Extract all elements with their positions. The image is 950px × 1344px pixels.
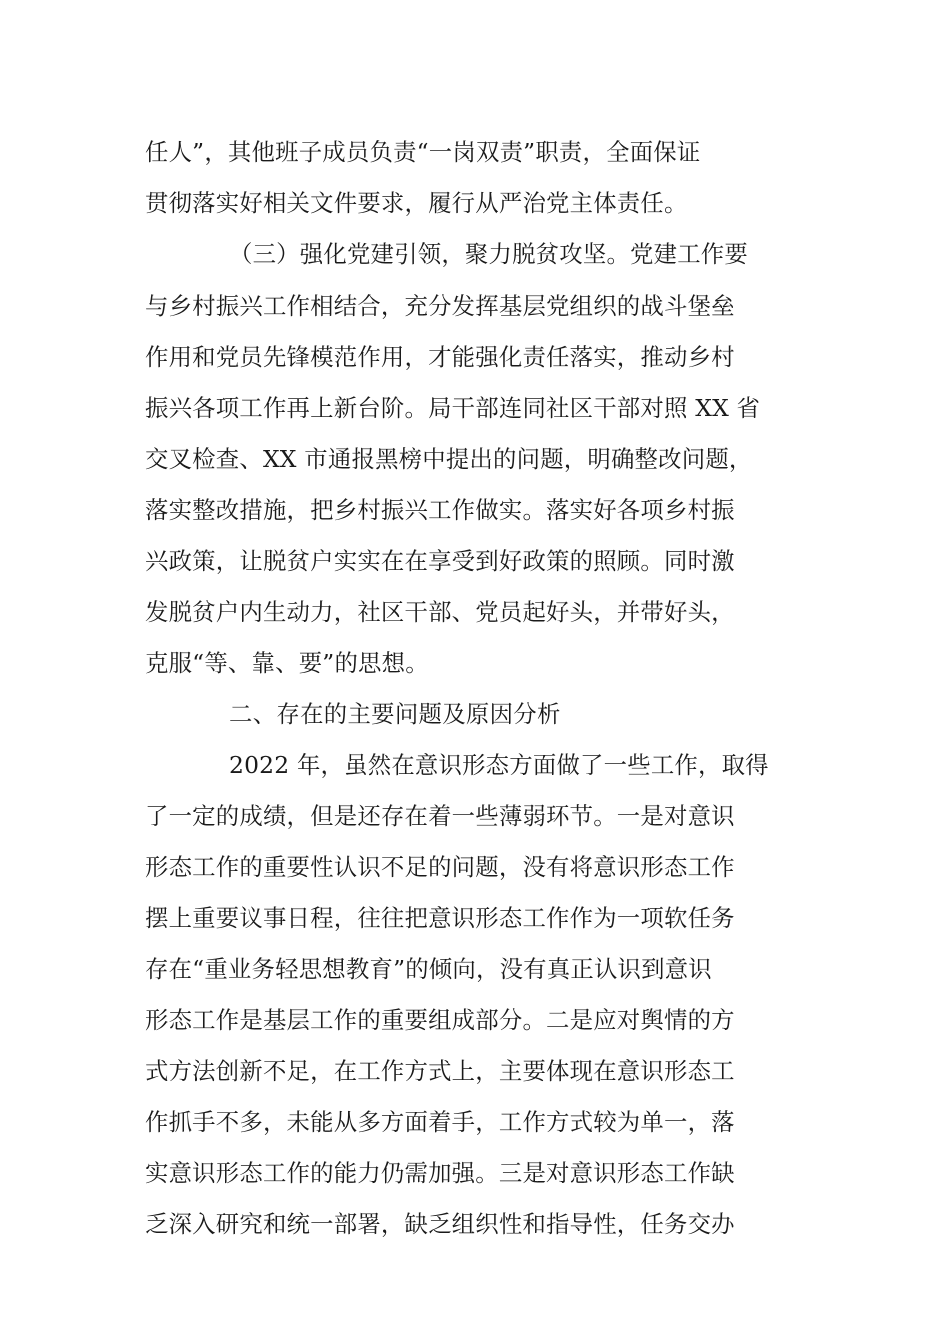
text-line: 摆上重要议事日程，往往把意识形态工作作为一项软任务 bbox=[145, 904, 735, 932]
text-line: 形态工作的重要性认识不足的问题，没有将意识形态工作 bbox=[145, 853, 735, 881]
text-line: 式方法创新不足，在工作方式上，主要体现在意识形态工 bbox=[145, 1057, 735, 1085]
text-line: 了一定的成绩，但是还存在着一些薄弱环节。一是对意识 bbox=[145, 802, 735, 830]
text-line: 兴政策，让脱贫户实实在在享受到好政策的照顾。同时激 bbox=[145, 547, 735, 575]
text-line: 存在“重业务轻思想教育”的倾向，没有真正认识到意识 bbox=[145, 955, 712, 983]
text-line: 作抓手不多，未能从多方面着手，工作方式较为单一，落 bbox=[145, 1108, 735, 1136]
text-line: 任人”，其他班子成员负责“一岗双责”职责，全面保证 bbox=[145, 138, 701, 166]
text-line: 贯彻落实好相关文件要求，履行从严治党主体责任。 bbox=[145, 189, 688, 217]
text-line: 作用和党员先锋模范作用，才能强化责任落实，推动乡村 bbox=[145, 343, 735, 371]
text-line: 克服“等、靠、要”的思想。 bbox=[145, 649, 429, 677]
text-line: 实意识形态工作的能力仍需加强。三是对意识形态工作缺 bbox=[145, 1159, 735, 1187]
text-line: 与乡村振兴工作相结合，充分发挥基层党组织的战斗堡垒 bbox=[145, 292, 735, 320]
text-line: 振兴各项工作再上新台阶。局干部连同社区干部对照 XX 省 bbox=[145, 394, 761, 422]
paragraph-start-line: 2022 年，虽然在意识形态方面做了一些工作，取得 bbox=[229, 751, 769, 779]
text-line: 落实整改措施，把乡村振兴工作做实。落实好各项乡村振 bbox=[145, 496, 735, 524]
text-line: 形态工作是基层工作的重要组成部分。二是应对舆情的方 bbox=[145, 1006, 735, 1034]
text-line: 发脱贫户内生动力，社区干部、党员起好头，并带好头， bbox=[145, 598, 735, 626]
section-heading: 二、存在的主要问题及原因分析 bbox=[229, 700, 561, 728]
text-line: 交叉检查、XX 市通报黑榜中提出的问题，明确整改问题， bbox=[145, 445, 753, 473]
paragraph-start-line: （三）强化党建引领，聚力脱贫攻坚。党建工作要 bbox=[229, 240, 748, 268]
text-line: 乏深入研究和统一部署，缺乏组织性和指导性，任务交办 bbox=[145, 1210, 735, 1238]
